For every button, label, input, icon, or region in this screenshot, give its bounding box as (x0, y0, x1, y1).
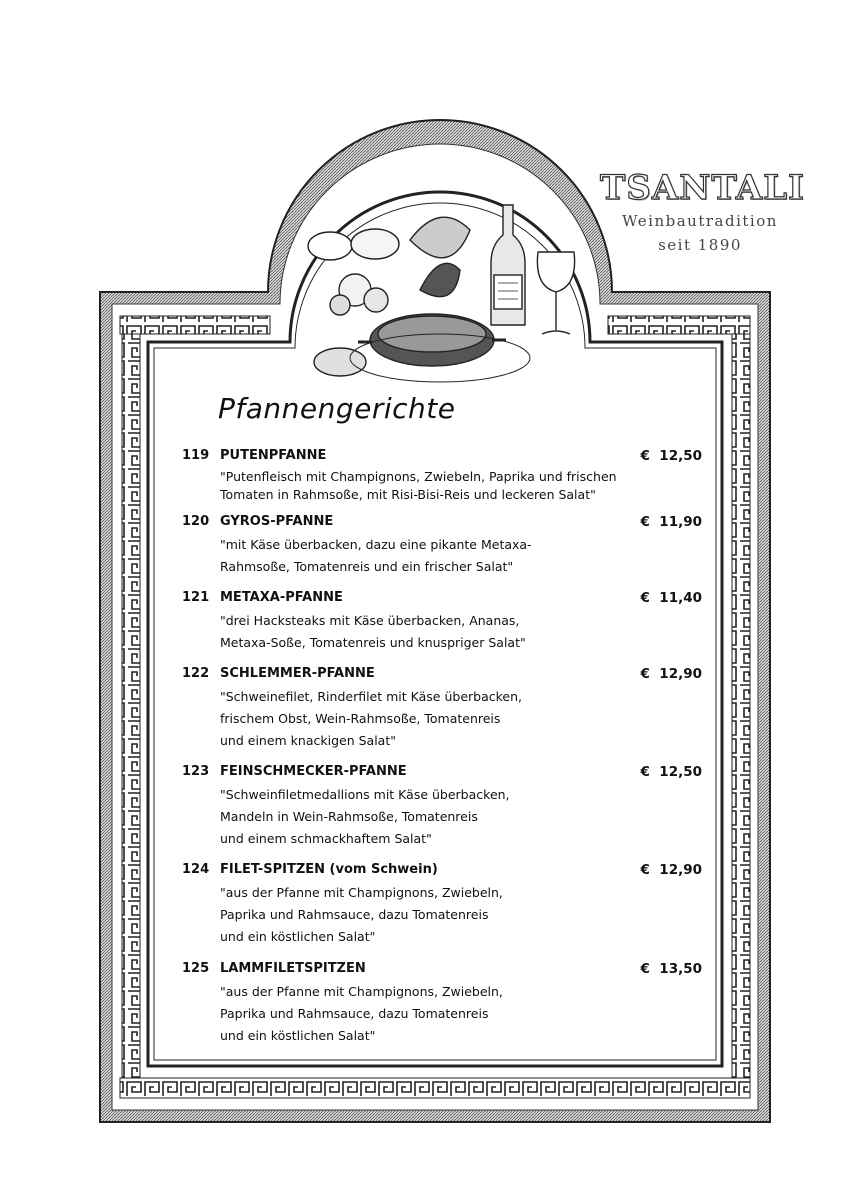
item-number: 122 (182, 666, 210, 681)
item-price: € 12,90 (640, 862, 702, 878)
currency-symbol: € (640, 862, 650, 878)
menu-item (170, 666, 710, 752)
item-name: FEINSCHMECKER-PFANNE (220, 764, 407, 779)
brand-since: seit 1890 (658, 236, 742, 254)
item-name: FILET-SPITZEN (vom Schwein) (220, 862, 438, 877)
currency-symbol: € (640, 764, 650, 780)
item-price: € 11,40 (640, 590, 702, 606)
item-description: "Schweinefilet, Rinderfilet mit Käse überbacken, frischem Obst, Wein-Rahmsoße, Tomatenreis und einem knackigen Salat" (220, 689, 522, 748)
currency-symbol: € (640, 961, 650, 977)
menu-item (170, 961, 710, 1047)
item-number: 121 (182, 590, 210, 605)
item-number: 124 (182, 862, 210, 877)
menu-item (170, 862, 710, 948)
currency-symbol: € (640, 514, 650, 530)
item-number: 119 (182, 448, 210, 463)
currency-symbol: € (640, 590, 650, 606)
brand-logo (600, 168, 805, 256)
item-name: METAXA-PFANNE (220, 590, 343, 605)
item-description: "aus der Pfanne mit Champignons, Zwiebeln, Paprika und Rahmsauce, dazu Tomatenreis und ein köstlichen Salat" (220, 885, 503, 944)
brand-tagline: Weinbautradition (622, 212, 778, 230)
item-number: 123 (182, 764, 210, 779)
item-name: GYROS-PFANNE (220, 514, 334, 529)
item-price: € 12,50 (640, 764, 702, 780)
item-number: 120 (182, 514, 210, 529)
item-description: "Putenfleisch mit Champignons, Zwiebeln, Paprika und frischen Tomaten in Rahmsoße, mit Risi-Bisi-Reis und leckeren Salat" (220, 469, 617, 502)
item-description: "mit Käse überbacken, dazu eine pikante Metaxa- Rahmsoße, Tomatenreis und ein frischer Salat" (220, 537, 532, 574)
item-number: 125 (182, 961, 210, 976)
menu-item (170, 590, 710, 654)
item-price: € 12,50 (640, 448, 702, 464)
item-price: € 12,90 (640, 666, 702, 682)
currency-symbol: € (640, 448, 650, 464)
item-name: LAMMFILETSPITZEN (220, 961, 366, 976)
item-description: "drei Hacksteaks mit Käse überbacken, Ananas, Metaxa-Soße, Tomatenreis und knuspriger Salat" (220, 613, 526, 650)
item-price: € 11,90 (640, 514, 702, 530)
section-title: Pfannengerichte (218, 392, 456, 425)
item-description: "aus der Pfanne mit Champignons, Zwiebeln, Paprika und Rahmsauce, dazu Tomatenreis und ein köstlichen Salat" (220, 984, 503, 1043)
brand-name: TSANTALI (600, 168, 805, 208)
item-name: PUTENPFANNE (220, 448, 327, 463)
item-price: € 13,50 (640, 961, 702, 977)
menu-item (170, 448, 710, 504)
currency-symbol: € (640, 666, 650, 682)
menu-item (170, 514, 710, 578)
item-name: SCHLEMMER-PFANNE (220, 666, 375, 681)
menu-item (170, 764, 710, 850)
item-description: "Schweinfiletmedallions mit Käse überbacken, Mandeln in Wein-Rahmsoße, Tomatenreis und einem schmackhaftem Salat" (220, 787, 510, 846)
